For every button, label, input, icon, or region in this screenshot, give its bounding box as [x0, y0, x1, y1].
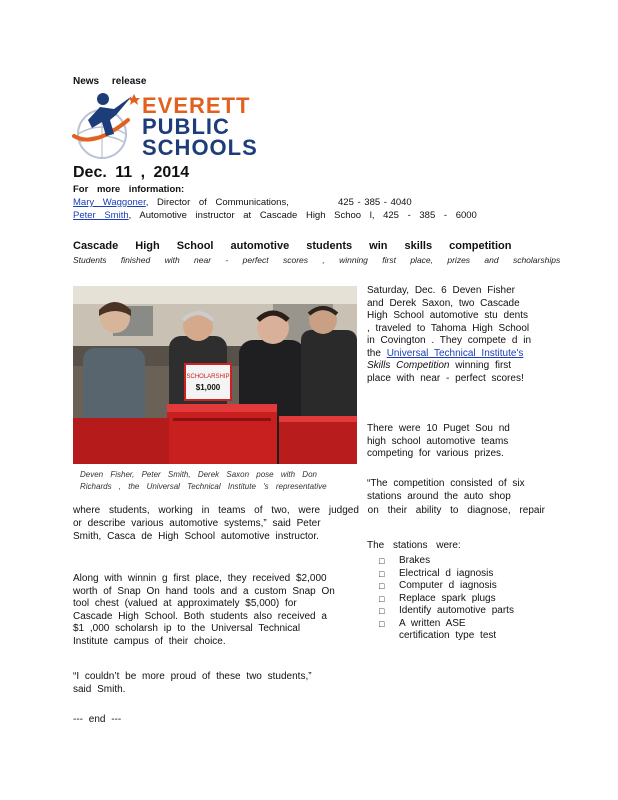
sign-line-2: SCHOLARSHIP — [186, 374, 230, 380]
left-paragraph-3: “I couldn’t be more proud of these two students,” said Smith. — [73, 671, 312, 695]
contact-phone: 425 - 385 - 4040 — [338, 197, 412, 208]
bullet-icon: □ — [379, 568, 385, 579]
paragraph-text: winning first place with near - perfect scores! — [367, 360, 524, 384]
list-item — [367, 605, 517, 618]
list-item — [367, 580, 517, 593]
station-label: Identify automotive parts — [399, 605, 514, 616]
right-paragraph-3: “The competition consisted of six stations around the auto shop — [367, 478, 525, 502]
bullet-icon: □ — [379, 593, 385, 604]
list-item — [367, 593, 517, 606]
bullet-icon: □ — [379, 606, 385, 616]
skills-competition-text: Skills Competition — [367, 360, 450, 371]
headline: Cascade High School automotive students win skills competition — [73, 240, 512, 252]
sign-line-1: $1,000 — [195, 383, 221, 392]
right-paragraph-2: There were 10 Puget Sou nd high school automotive teams competing for various prizes. — [367, 423, 510, 459]
logo-word-everett: EVERETT — [142, 93, 251, 118]
bullet-icon: □ — [379, 581, 385, 591]
right-paragraph-1 — [367, 285, 531, 385]
subheadline: Students finished with near - perfect scores , winning first place, prizes and scholarships — [73, 255, 561, 265]
logo-figure-icon — [70, 90, 146, 160]
left-paragraph-2: Along with winnin g first place, they received $2,000 worth of Snap On hand tools and a custom Snap On tool chest (valued at approximately $5,000) for Cascade High School. Both students also received a $1 ,000 scholarsh ip to the Universal Technical Institute campus of their choice. — [73, 573, 335, 647]
list-item — [367, 618, 517, 643]
contact-heading: For more information: — [73, 184, 185, 195]
full-width-line: where students, working in teams of two, were judged on their ability to diagnose, repair — [73, 505, 545, 516]
photo-image — [73, 286, 357, 464]
contact-line-1 — [73, 197, 533, 209]
station-label: Electrical d iagnosis — [399, 567, 494, 579]
station-label: Computer d iagnosis — [399, 580, 497, 591]
station-label: Brakes — [399, 555, 431, 566]
station-label: A written ASE certification type test — [399, 617, 497, 641]
students-photo — [73, 286, 357, 464]
uti-link[interactable]: Universal Technical Institute's — [386, 347, 524, 359]
stations-list — [367, 555, 517, 643]
list-item — [367, 555, 517, 568]
contact-phone: 425 - 385 - 6000 — [383, 210, 477, 221]
left-paragraph-1: or describe various automotive systems,” said Peter Smith, Casca de High School automotive instructor. — [73, 518, 321, 542]
list-item — [367, 568, 517, 581]
photo-caption: Deven Fisher, Peter Smith, Derek Saxon pose with Don Richards , the Universal Technical Institute 's representative — [80, 470, 327, 491]
logo-word-public: PUBLIC — [142, 114, 230, 139]
end-marker: --- end --- — [73, 714, 122, 725]
bullet-icon: □ — [379, 556, 385, 566]
contact-role: , Director of Communications, — [145, 197, 289, 208]
release-date: Dec. 11 , 2014 — [73, 164, 190, 181]
paragraph-text: Saturday, Dec. 6 Deven Fisher and Derek Saxon, two Cascade High School automotive stu dents , traveled to Tahoma High School in Covington . They compete d in the — [367, 285, 532, 359]
everett-public-schools-logo — [70, 90, 258, 160]
contact-name-link[interactable]: Mary Waggoner — [73, 197, 146, 208]
station-label: Replace spark plugs — [399, 592, 496, 604]
logo-word-schools: SCHOOLS — [142, 135, 258, 160]
contact-line-2 — [73, 210, 543, 222]
news-release-label: News release — [73, 76, 147, 87]
contact-role: , Automotive instructor at Cascade High Schoo l, — [128, 210, 375, 221]
contact-name-link[interactable]: Peter Smith — [73, 210, 129, 221]
stations-intro: The stations were: — [367, 540, 461, 551]
bullet-icon: □ — [379, 618, 385, 629]
